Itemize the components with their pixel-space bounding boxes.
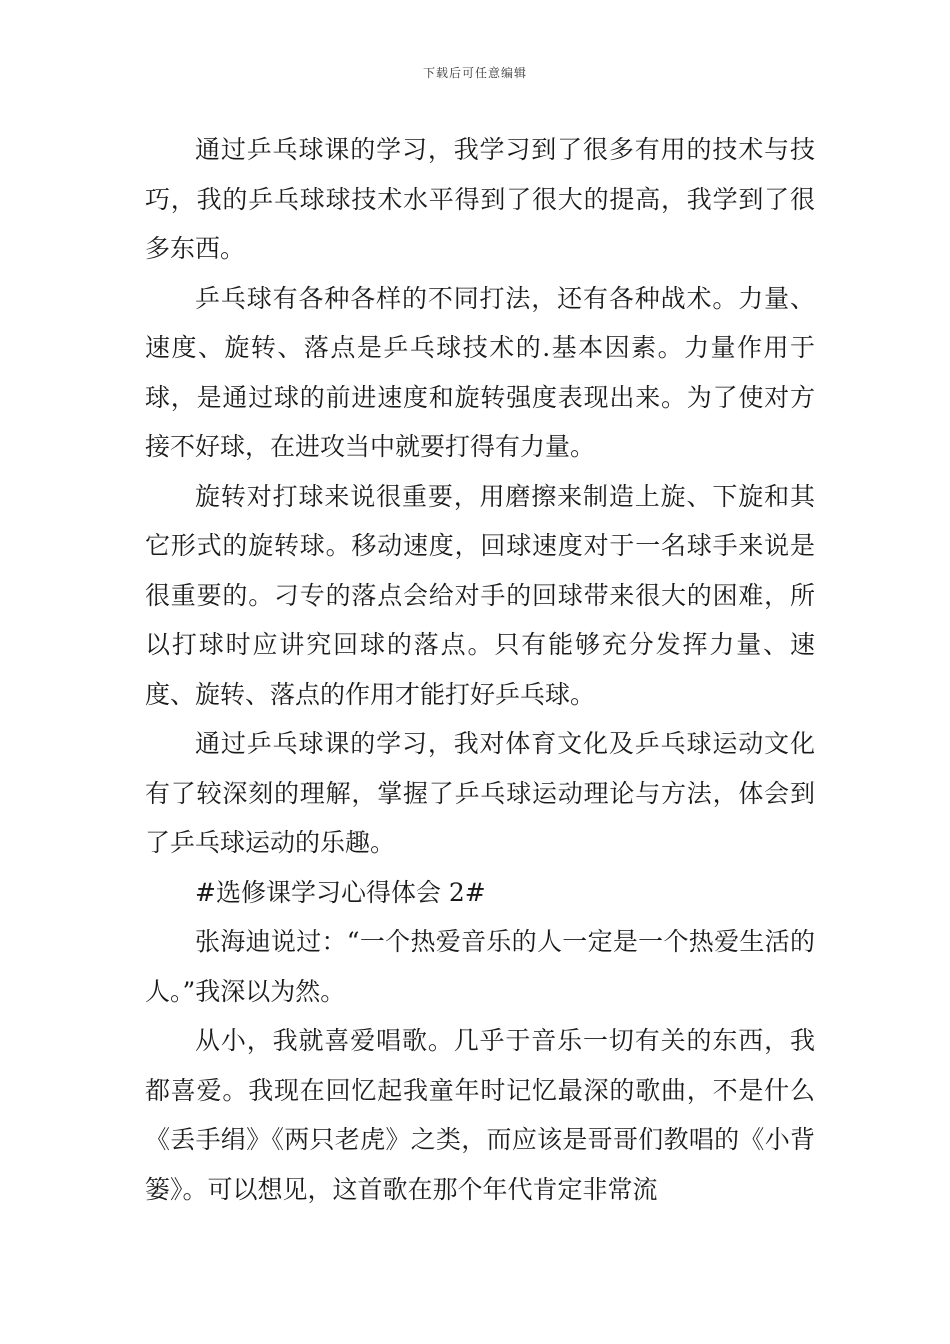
section-heading: #选修课学习心得体会 2# [195,877,486,907]
header-note: 下载后可任意编辑 [422,66,527,80]
paragraph: 张海迪说过：“一个热爱音乐的人一定是一个热爱生活的人。”我深以为然。 [145,927,815,1006]
paragraph: 从小，我就喜爱唱歌。几乎于音乐一切有关的东西，我都喜爱。我现在回忆起我童年时记忆最深的歌曲，不是什么《丢手绢》《两只老虎》之类，而应该是哥哥们教唱的《小背篓》。可以想见，这首歌在那个年代肯定非常流 [145,1026,815,1204]
document-body [145,125,815,1214]
paragraph: 通过乒乓球课的学习，我学习到了很多有用的技术与技巧，我的乒乓球球技术水平得到了很大的提高，我学到了很多东西。 [145,135,815,263]
paragraph: 乒乓球有各种各样的不同打法，还有各种战术。力量、速度、旋转、落点是乒乓球技术的.基本因素。力量作用于球，是通过球的前进速度和旋转强度表现出来。为了使对方接不好球，在进攻当中就要打得有力量。 [145,283,815,461]
paragraph: 通过乒乓球课的学习，我对体育文化及乒乓球运动文化有了较深刻的理解，掌握了乒乓球运动理论与方法，体会到了乒乓球运动的乐趣。 [145,729,815,857]
paragraph: 旋转对打球来说很重要，用磨擦来制造上旋、下旋和其它形式的旋转球。移动速度，回球速度对于一名球手来说是很重要的。刁专的落点会给对手的回球带来很大的困难，所以打球时应讲究回球的落点。只有能够充分发挥力量、速度、旋转、落点的作用才能打好乒乓球。 [145,481,815,709]
